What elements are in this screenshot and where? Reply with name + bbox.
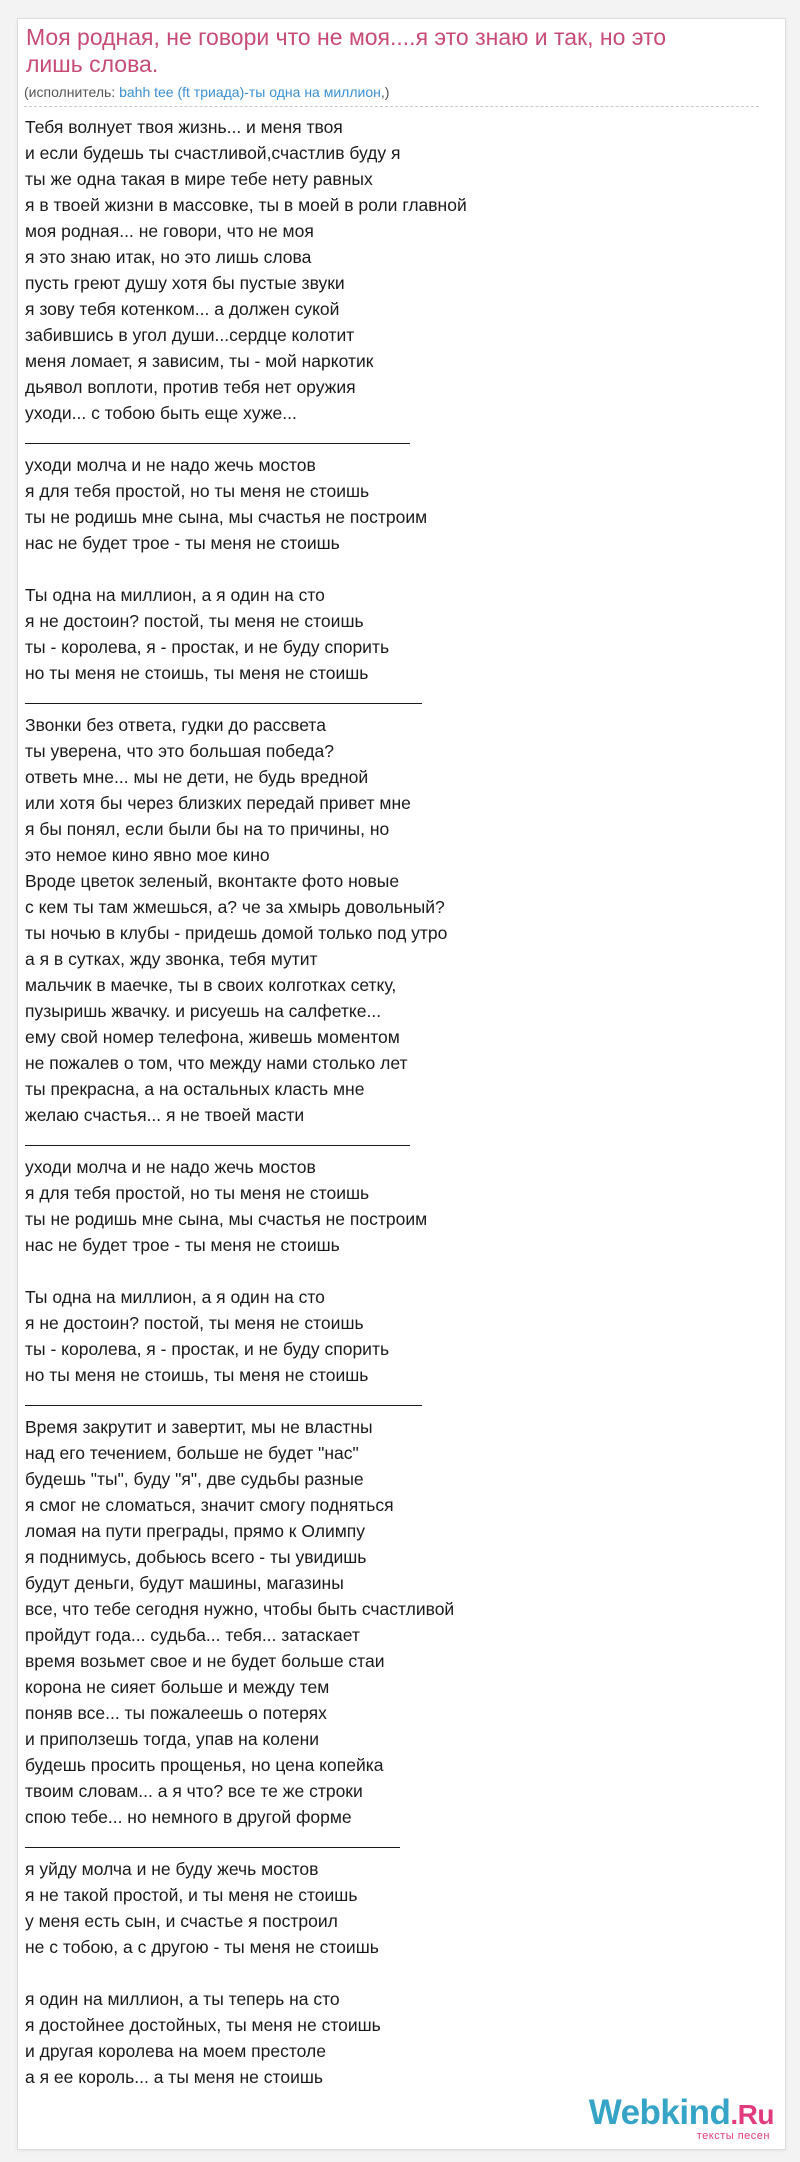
lyric-line: меня ломает, я зависим, ты - мой наркотик: [25, 351, 374, 371]
logo-name: Webkind: [588, 2093, 731, 2132]
lyric-line: корона не сияет больше и между тем: [25, 1677, 330, 1697]
lyric-line: это немое кино явно мое кино: [25, 845, 270, 865]
lyric-line: с кем ты там жмешься, а? че за хмырь довольный?: [25, 897, 445, 917]
lyric-line: ты - королева, я - простак, и не буду спорить: [25, 637, 390, 657]
lyric-line: я зову тебя котенком... а должен сукой: [25, 299, 340, 319]
lyric-line: я для тебя простой, но ты меня не стоишь: [25, 481, 370, 501]
logo-wordmark: [589, 2095, 774, 2133]
lyric-line: и если будешь ты счастливой,счастлив буду я: [25, 143, 401, 163]
meta-suffix: ,): [380, 84, 390, 100]
lyric-line: нас не будет трое - ты меня не стоишь: [25, 1235, 340, 1255]
lyric-line: будешь "ты", буду "я", две судьбы разные: [25, 1469, 364, 1489]
lyric-line: не пожалев о том, что между нами столько лет: [25, 1053, 408, 1073]
lyric-line: я в твоей жизни в массовке, ты в моей в роли главной: [25, 195, 467, 215]
lyric-line: но ты меня не стоишь, ты меня не стоишь: [25, 1365, 369, 1385]
lyric-line: дьявол воплоти, против тебя нет оружия: [25, 377, 356, 397]
page-title: Моя родная, не говори что не моя....я это знаю и так, но это лишь слова.: [26, 24, 667, 77]
lyric-line: моя родная... не говори, что не моя: [25, 221, 314, 241]
lyric-line: я бы понял, если были бы на то причины, но: [25, 819, 390, 839]
artist-link[interactable]: bahh tee (ft триада)-ты одна на миллион: [119, 84, 381, 100]
lyric-line: над его течением, больше не будет "нас": [25, 1443, 359, 1463]
verse-separator: [25, 1128, 467, 1154]
webkind-logo[interactable]: [589, 2095, 774, 2142]
lyric-line: поняв все... ты пожалеешь о потерях: [25, 1703, 327, 1723]
lyric-line: твоим словам... а я что? все те же строки: [25, 1781, 363, 1801]
logo-tagline: тексты песен: [696, 2130, 770, 2142]
verse-separator: [25, 426, 467, 452]
meta-prefix: (исполнитель:: [24, 84, 120, 100]
lyric-line: я смог не сломаться, значит смогу подняться: [25, 1495, 394, 1515]
lyric-line: ты прекрасна, а на остальных класть мне: [25, 1079, 365, 1099]
lyric-line: уходи... с тобою быть еще хуже...: [25, 403, 297, 423]
lyric-line: и приползешь тогда, упав на колени: [25, 1729, 320, 1749]
lyric-line: я не достоин? постой, ты меня не стоишь: [25, 611, 364, 631]
lyric-line: ответь мне... мы не дети, не будь вредной: [25, 767, 369, 787]
lyric-line: желаю счастья... я не твоей масти: [25, 1105, 305, 1125]
lyric-line: все, что тебе сегодня нужно, чтобы быть счастливой: [25, 1599, 455, 1619]
lyric-line: Звонки без ответа, гудки до рассвета: [25, 715, 326, 735]
lyric-line: пусть греют душу хотя бы пустые звуки: [25, 273, 345, 293]
lyric-line: нас не будет трое - ты меня не стоишь: [25, 533, 340, 553]
lyric-line: я не достоин? постой, ты меня не стоишь: [25, 1313, 364, 1333]
lyric-line: у меня есть сын, и счастье я построил: [25, 1911, 338, 1931]
lyric-line: Ты одна на миллион, а я один на сто: [25, 1287, 325, 1307]
lyric-line: Вроде цветок зеленый, вконтакте фото новые: [25, 871, 400, 891]
lyric-line: ты уверена, что это большая победа?: [25, 741, 334, 761]
artist-meta: [24, 83, 389, 101]
lyric-line: ты не родишь мне сына, мы счастья не построим: [25, 1209, 428, 1229]
lyric-line: мальчик в маечке, ты в своих колготках сетку,: [25, 975, 397, 995]
lyric-line: но ты меня не стоишь, ты меня не стоишь: [25, 663, 369, 683]
lyric-line: я это знаю итак, но это лишь слова: [25, 247, 312, 267]
verse-separator: [25, 1830, 467, 1856]
lyric-line: а я в сутках, жду звонка, тебя мутит: [25, 949, 318, 969]
lyric-line: я не такой простой, и ты меня не стоишь: [25, 1885, 358, 1905]
lyric-line: ты ночью в клубы - придешь домой только под утро: [25, 923, 448, 943]
lyric-line: ты не родишь мне сына, мы счастья не построим: [25, 507, 428, 527]
blank-line: [25, 556, 467, 582]
lyric-line: а я ее король... а ты меня не стоишь: [25, 2067, 324, 2087]
lyric-line: не с тобою, а с другою - ты меня не стоишь: [25, 1937, 379, 1957]
lyric-line: ему свой номер телефона, живешь моментом: [25, 1027, 400, 1047]
lyrics-text: [25, 114, 467, 2090]
lyric-line: спою тебе... но немного в другой форме: [25, 1807, 352, 1827]
lyric-line: я один на миллион, а ты теперь на сто: [25, 1989, 340, 2009]
lyric-line: ты же одна такая в мире тебе нету равных: [25, 169, 373, 189]
lyric-line: Ты одна на миллион, а я один на сто: [25, 585, 325, 605]
verse-separator: [25, 1388, 467, 1414]
lyric-line: Тебя волнует твоя жизнь... и меня твоя: [25, 117, 343, 137]
lyric-line: Время закрутит и завертит, мы не властны: [25, 1417, 373, 1437]
verse-separator: [25, 686, 467, 712]
lyric-line: пройдут года... судьба... тебя... затаскает: [25, 1625, 360, 1645]
lyric-line: ты - королева, я - простак, и не буду спорить: [25, 1339, 390, 1359]
lyric-line: забившись в угол души...сердце колотит: [25, 325, 355, 345]
lyric-line: время возьмет свое и не будет больше стаи: [25, 1651, 385, 1671]
lyric-line: будут деньги, будут машины, магазины: [25, 1573, 344, 1593]
logo-tld: .Ru: [730, 2099, 774, 2130]
lyric-line: ломая на пути преграды, прямо к Олимпу: [25, 1521, 365, 1541]
blank-line: [25, 1258, 467, 1284]
lyric-line: пузыришь жвачку. и рисуешь на салфетке...: [25, 1001, 382, 1021]
lyric-line: будешь просить прощенья, но цена копейка: [25, 1755, 384, 1775]
lyric-line: и другая королева на моем престоле: [25, 2041, 326, 2061]
lyric-line: или хотя бы через близких передай привет мне: [25, 793, 411, 813]
lyric-line: я уйду молча и не буду жечь мостов: [25, 1859, 319, 1879]
lyric-line: уходи молча и не надо жечь мостов: [25, 1157, 316, 1177]
lyric-line: я достойнее достойных, ты меня не стоишь: [25, 2015, 381, 2035]
lyric-line: я для тебя простой, но ты меня не стоишь: [25, 1183, 370, 1203]
blank-line: [25, 1960, 467, 1986]
lyric-line: уходи молча и не надо жечь мостов: [25, 455, 316, 475]
header-divider: [24, 106, 759, 107]
lyric-line: я поднимусь, добьюсь всего - ты увидишь: [25, 1547, 367, 1567]
